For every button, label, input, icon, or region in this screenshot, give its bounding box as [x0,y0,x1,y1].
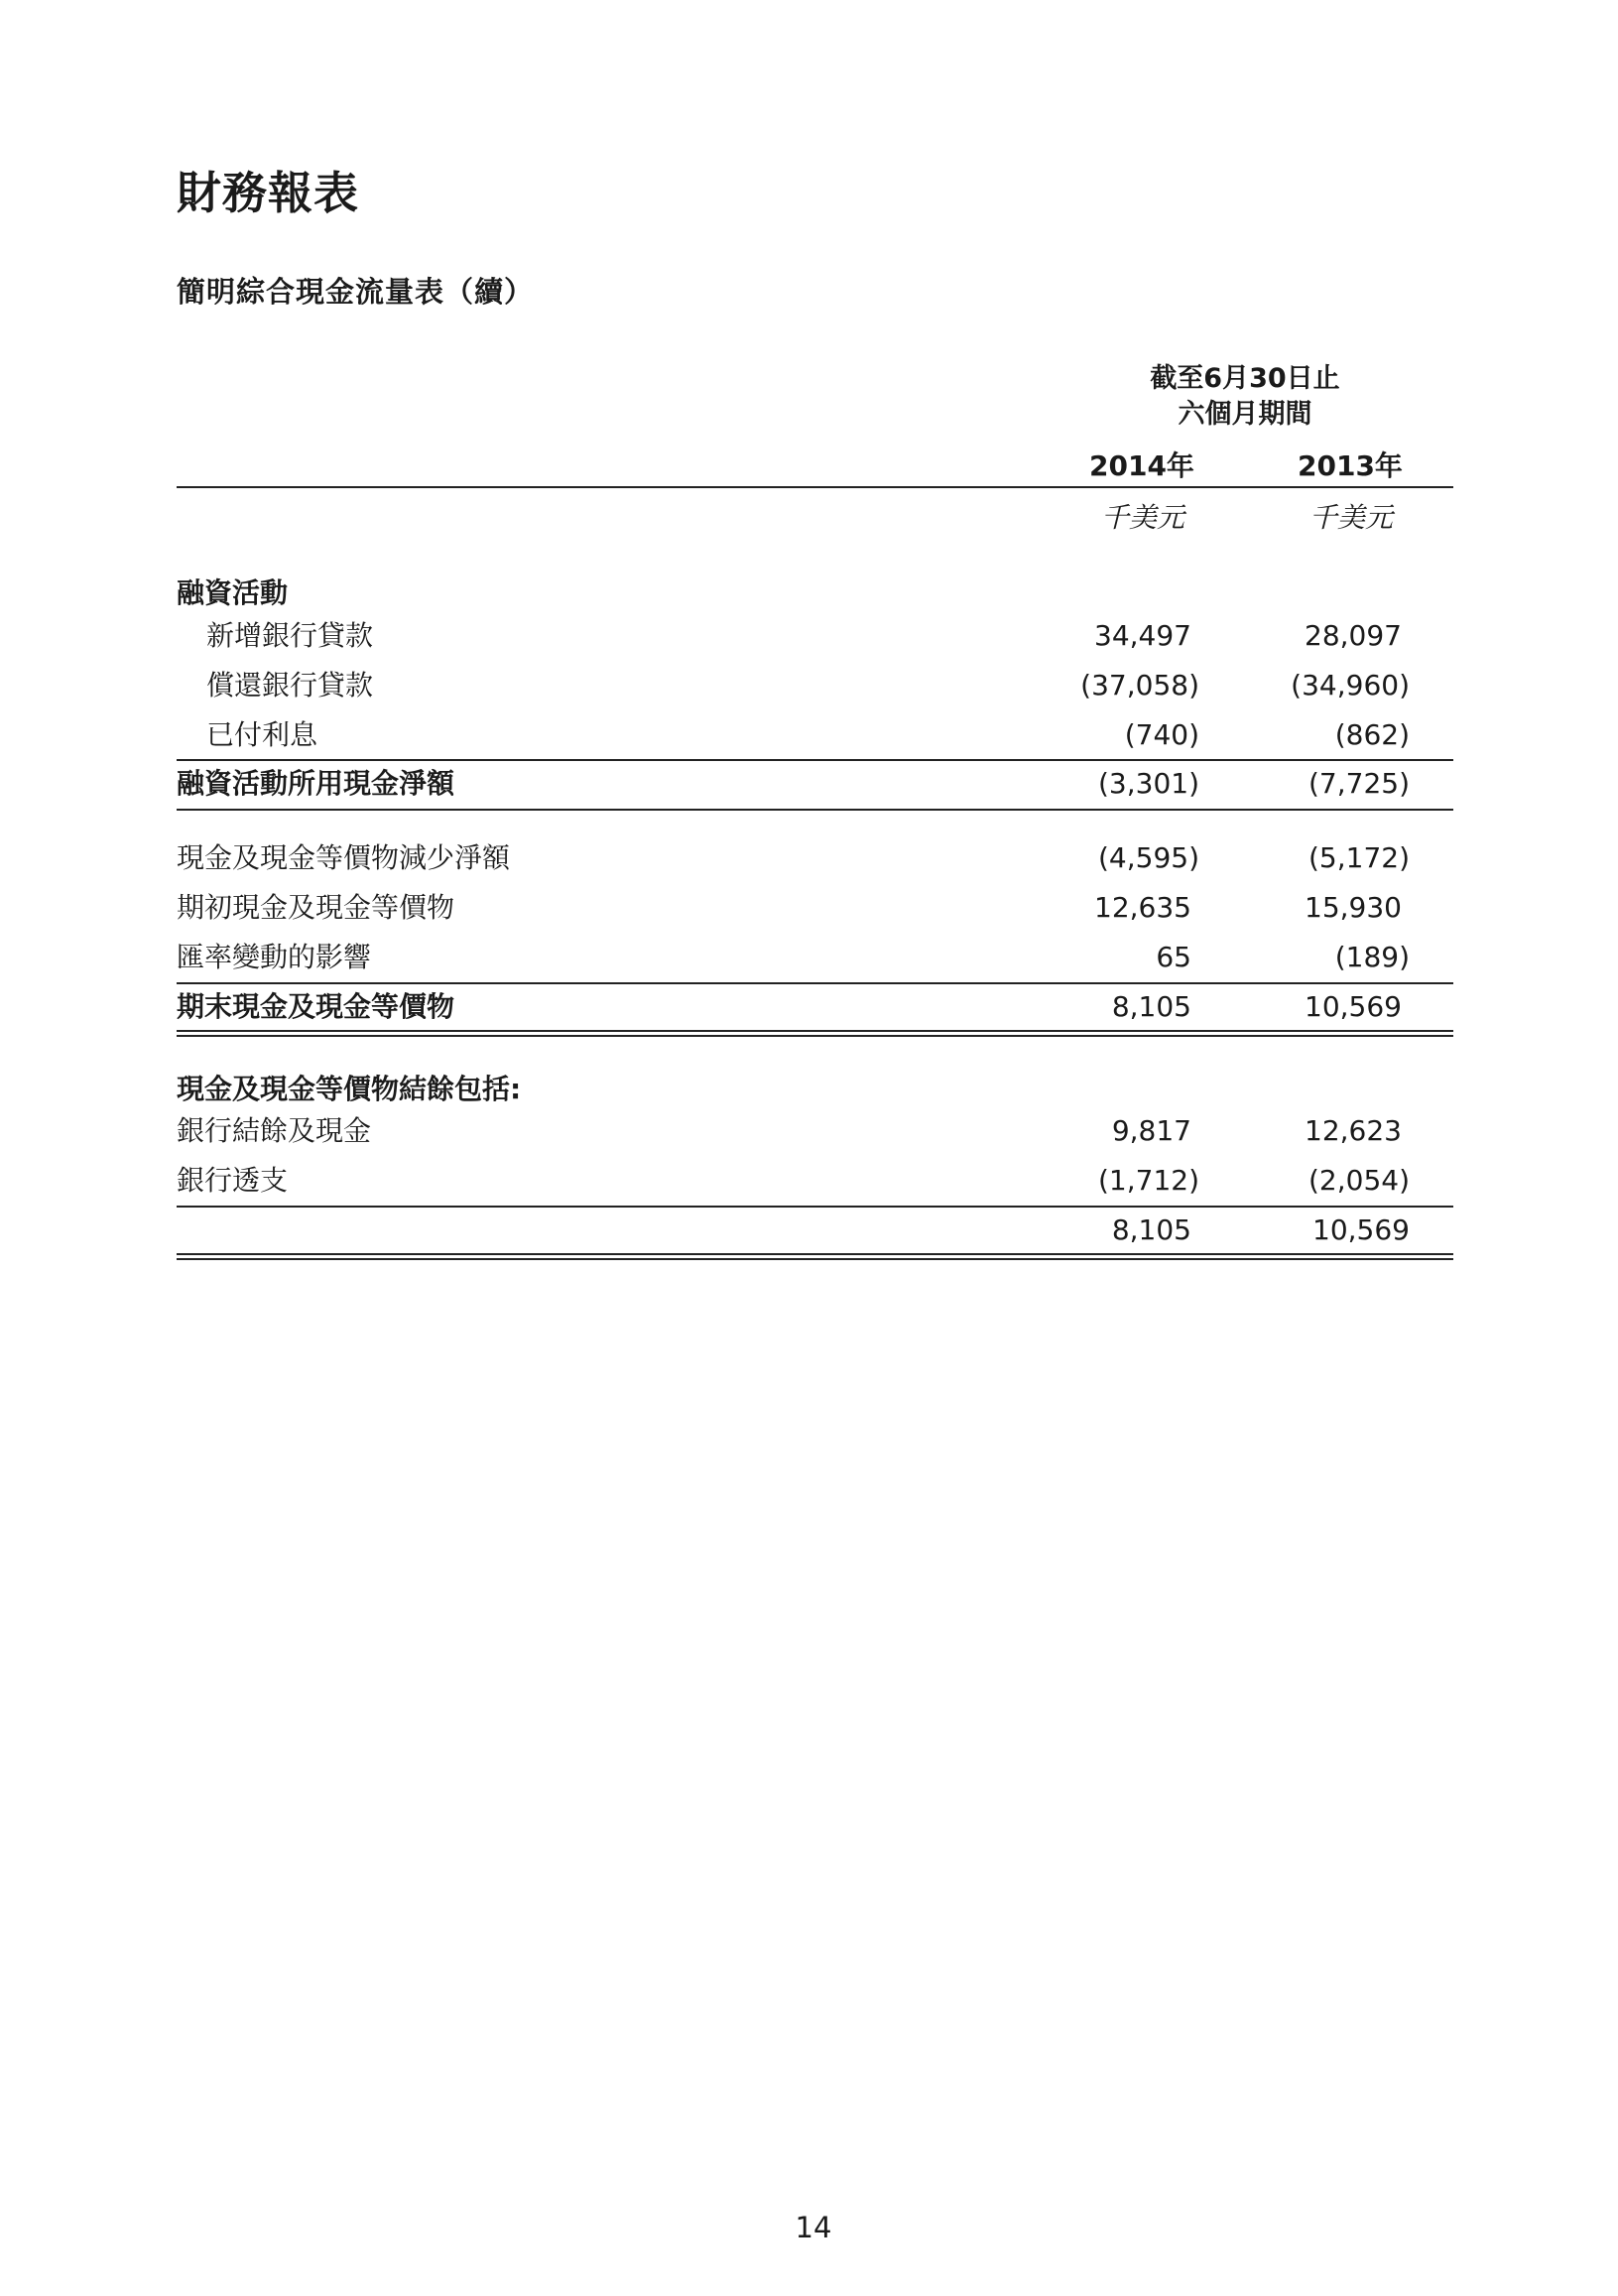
value-2014: (740) [1124,718,1199,751]
value-2013: (189) [1334,941,1410,973]
financing-heading: 融資活動 [177,576,289,609]
value-2013: (2,054) [1307,1164,1410,1197]
column-header-2014: 2014年 [1089,449,1194,482]
value-2014: 9,817 [1111,1114,1191,1147]
table-row [177,1109,1453,1153]
row-label: 已付利息 [206,718,318,751]
value-2014: 65 [1156,941,1191,973]
period-line-1: 截至6月30日止 [1150,363,1340,394]
row-label: 期初現金及現金等價物 [177,891,455,924]
column-header-2013: 2013年 [1298,449,1403,482]
value-2014: 8,105 [1111,1213,1191,1246]
value-2013: 10,569 [1312,1213,1410,1246]
subtotal-rule [177,1206,1453,1208]
table-row [177,886,1453,930]
double-rule [177,1253,1453,1260]
page-title: 財務報表 [177,167,360,219]
table-row [177,836,1453,880]
row-label: 銀行結餘及現金 [177,1114,372,1147]
table-row [177,713,1453,757]
value-2013: 15,930 [1305,891,1402,924]
row-label: 融資活動所用現金淨額 [177,767,455,800]
balances-total-row [177,1209,1453,1252]
period-header [1091,361,1399,433]
row-label: 期末現金及現金等價物 [177,990,455,1023]
value-2013: (7,725) [1307,767,1410,800]
table-row [177,614,1453,658]
value-2014: (3,301) [1097,767,1199,800]
value-2014: 8,105 [1111,990,1191,1023]
value-2014: (37,058) [1080,669,1199,702]
total-rule [177,809,1453,811]
value-2014: 12,635 [1094,891,1191,924]
value-2013: 10,569 [1305,990,1402,1023]
statement-subtitle: 簡明綜合現金流量表（續） [177,275,535,309]
page-number: 14 [795,2211,832,2244]
double-rule [177,1030,1453,1037]
table-row [177,936,1453,979]
value-2014: (1,712) [1097,1164,1199,1197]
value-2014: (4,595) [1097,841,1199,874]
value-2013: (5,172) [1307,841,1410,874]
subtotal-rule [177,982,1453,984]
period-line-2: 六個月期間 [1178,399,1312,430]
subtotal-rule [177,759,1453,761]
value-2013: 28,097 [1305,619,1402,652]
closing-cash-row [177,985,1453,1029]
row-label: 匯率變動的影響 [177,941,372,973]
value-2013: (34,960) [1291,669,1410,702]
table-row [177,664,1453,707]
table-row [177,1159,1453,1203]
unit-label-2014: 千美元 [1101,501,1185,534]
unit-label-2013: 千美元 [1309,501,1394,534]
row-label: 現金及現金等價物減少淨額 [177,841,511,874]
financing-total-row [177,762,1453,806]
header-rule [177,486,1453,488]
row-label: 償還銀行貸款 [206,669,374,702]
balances-heading: 現金及現金等價物結餘包括: [177,1073,522,1105]
row-label: 銀行透支 [177,1164,289,1197]
row-label: 新增銀行貸款 [206,619,374,652]
value-2014: 34,497 [1094,619,1191,652]
value-2013: (862) [1334,718,1410,751]
value-2013: 12,623 [1305,1114,1402,1147]
